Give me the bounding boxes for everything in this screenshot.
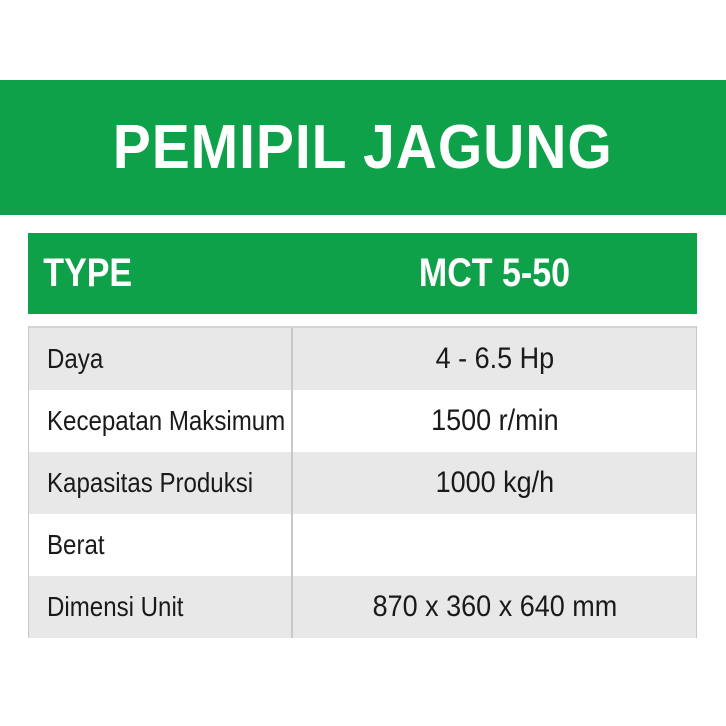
row-label: Daya [47, 343, 104, 374]
row-label-cell [29, 514, 293, 576]
row-label: Kecepatan Maksimum [47, 405, 286, 436]
page-title: PEMIPIL JAGUNG [113, 113, 613, 182]
table-row [29, 326, 696, 390]
row-label: Dimensi Unit [47, 591, 184, 622]
table-row [29, 390, 696, 452]
row-value-cell [293, 514, 696, 576]
spec-table [28, 233, 697, 638]
row-value-cell [293, 328, 696, 390]
table-body [28, 326, 697, 638]
table-header-row [28, 233, 697, 314]
row-label-cell [29, 328, 293, 390]
row-value: 4 - 6.5 Hp [435, 342, 554, 375]
row-value: 870 x 360 x 640 mm [372, 590, 617, 623]
row-label: Kapasitas Produksi [47, 467, 254, 498]
table-row [29, 452, 696, 514]
row-label-cell [29, 452, 293, 514]
header-model: MCT 5-50 [418, 251, 571, 295]
row-label-cell [29, 576, 293, 638]
row-value-cell [293, 390, 696, 452]
header-label: TYPE [43, 251, 133, 295]
row-label-cell [29, 390, 293, 452]
title-banner [0, 80, 726, 215]
table-row [29, 514, 696, 576]
row-value-cell [293, 576, 696, 638]
table-row [29, 576, 696, 638]
row-label: Berat [47, 529, 105, 560]
row-value: 1500 r/min [430, 404, 559, 437]
row-value: 1000 kg/h [435, 466, 554, 499]
row-value-cell [293, 452, 696, 514]
